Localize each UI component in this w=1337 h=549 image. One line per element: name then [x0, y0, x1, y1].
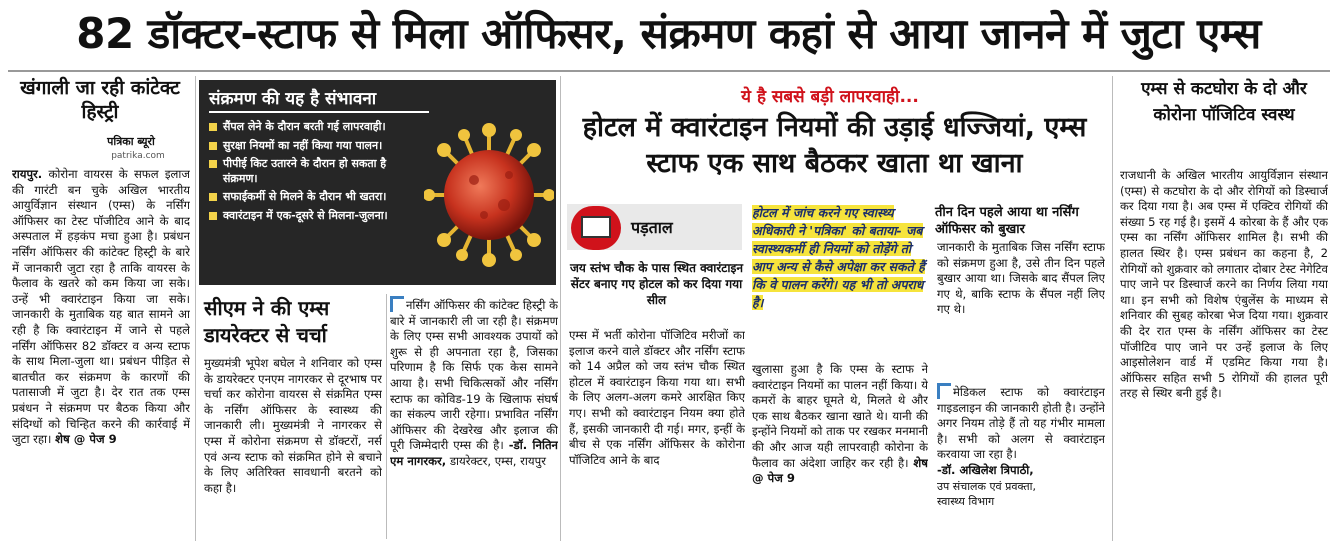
fever-body: जानकारी के मुताबिक जिस नर्सिंग स्टाफ को संक्रमण हुआ है, उसे तीन दिन पहले बुखार आया था। जिसके बाद सैंपल लिए गए थे, बाकि स्टाफ के सैंपल नहीं लिए गए थे।	[937, 240, 1105, 317]
article-continued: शेष @ पेज 9	[752, 455, 928, 486]
article-body-col2: खुलासा हुआ है कि एम्स के स्टाफ ने क्वारंटाइन नियमों का पालन नहीं किया। ये कमरों के बाहर घूमते थे, मिलते थे और एक साथ बैठकर खाना खाते थे। यानी की इन्होंने नियमों को ताक पर रखकर मनमानी की और आज यही लापरवाही कोरोना के फैलाव का अंदेशा जाहिर कर रही है। शेष @ पेज 9	[752, 362, 928, 486]
highlight-quote: होटल में जांच करने गए स्वास्थ्य अधिकारी ने 'पत्रिका' को बताया- जब स्वास्थ्यकर्मी ही नियमों को तोड़ेंगे तो आप अन्य से कैसे अपेक्षा कर सकते हैं कि वे पालन करेंगे। यह भी तो अपराध है।	[752, 205, 925, 310]
article-kicker: ये है सबसे बड़ी लापरवाही...	[741, 87, 919, 107]
col1-byline: पत्रिका ब्यूरो	[107, 135, 155, 148]
col1-place: रायपुर.	[12, 167, 43, 181]
quote2-dept: स्वास्थ्य विभाग	[937, 495, 995, 509]
quote-role: डायरेक्टर, एम्स, रायपुर	[449, 453, 546, 468]
page-headline: 82 डॉक्टर-स्टाफ से मिला ऑफिसर, संक्रमण कहां से आया जानने में जुटा एम्स	[76, 9, 1261, 58]
infobox-item: सफाईकर्मी से मिलने के दौरान भी खतरा।	[209, 190, 399, 205]
quote-mark-icon	[937, 383, 951, 399]
quote2-signature: -डॉ. अखिलेश त्रिपाठी,	[937, 462, 1034, 477]
cm-title: सीएम ने की एम्स डायरेक्टर से चर्चा	[204, 296, 330, 347]
right-body: राजधानी के अखिल भारतीय आयुर्विज्ञान संस्थान (एम्स) से कटघोरा के दो और रोगियों को डिस्चार्ज कर दिया गया है। अब एम्स में एक्टिव रोगियों की संख्या 5 रह गई है। इसमें 4 कोरबा के हैं और एक एम्स का नर्सिंग ऑफिसर शामिल है। सभी की हालत स्थिर है। एम्स प्रबंधन का कहना है, 2 रोगियों को शुक्रवार को लगातार दोबार टेस्ट नेगेटिव पाए जाने पर डिस्चार्ज करने का निर्णय लिया गया था। इन सभी को विशेष एंबुलेंस के माध्यम से शनिवार की सुबह कोरबा भेज दिया गया। शुक्रवार की देर रात एम्स के नर्सिंग ऑफिसर का टेस्ट पॉजीटिव पाए जाने पर उन्हें इलाज के लिए आइसोलेशन वार्ड में एडमिट किया गया है। ऑफिसर सहित सभी 5 रोगियों की हालत पूरी तरह से स्थिर बनी हुई है।	[1120, 168, 1328, 401]
article-title: होटल में क्वारंटाइन नियमों की उड़ाई धज्जियां, एम्स स्टाफ एक साथ बैठकर खाता था खाना	[582, 112, 1087, 179]
infobox-item: सैंपल लेने के दौरान बरती गई लापरवाही।	[209, 120, 399, 135]
cm-body: मुख्यमंत्री भूपेश बघेल ने शनिवार को एम्स के डायरेक्टर एनएम नागरकर से दूरभाष पर चर्चा कर कोरोना वायरस से संक्रमित एम्स के नर्सिंग ऑफिसर के स्वास्थ्य की जानकारी ली। मुख्यमंत्री ने नागरकर से एम्स में कोरोना संक्रमण से डॉक्टरों, नर्स एवं अन्य स्टाफ को संक्रमित होने से बचाने के लिए अतिरिक्त सावधानी बरतने को कहा है।	[204, 356, 382, 495]
article-body-col1: एम्स में भर्ती कोरोना पॉजिटिव मरीजों का इलाज करने वाले डॉक्टर और नर्सिंग स्टाफ को 14 अप्रैल को जय स्तंभ चौक स्थित होटल में क्वारंटाइन किया गया था। सभी के लिए अलग-अलग कमरे आरक्षित किए गए। सभी को क्वारंटाइन नियम क्या होते हैं, इसकी जानकारी दी गई। मगर, इन्हीं के बीच से एक नर्सिंग ऑफिसर के कोरोना पॉजिटिव आने के बाद	[569, 328, 745, 467]
bullet-icon	[209, 123, 217, 131]
bullet-icon	[209, 160, 217, 168]
official-quote: मेडिकल स्टाफ को क्वारंटाइन गाइडलाइन की जानकारी होती है। उन्होंने अगर नियम तोड़े हैं तो यह गंभीर मामला है। सभी को अलग से क्वारंटाइन करवाया जा रहा है। -डॉ. अखिलेश त्रिपाठी, उप संचालक एवं प्रवक्ता, स्वास्थ्य विभाग	[937, 385, 1105, 509]
infobox-item: सुरक्षा नियमों का नहीं किया गया पालन।	[209, 139, 399, 154]
column-divider	[195, 76, 196, 541]
fever-subhead: तीन दिन पहले आया था नर्सिंग ऑफिसर को बुखार	[935, 205, 1079, 237]
coronavirus-illustration	[424, 110, 554, 280]
section-tag	[567, 204, 742, 250]
article-subhead: जय स्तंभ चौक के पास स्थित क्वारंटाइन सेंटर बनाए गए होटल को कर दिया गया सील	[569, 261, 744, 307]
col1-text: कोरोना वायरस के सफल इलाज की गारंटी बन चुके अखिल भारतीय आयुर्विज्ञान संस्थान (एम्स) के नर्सिंग ऑफिसर का टेस्ट पॉजीटिव आने के बाद अस्पताल में हड़कंप मचा हुआ है। प्रबंधन नर्सिंग ऑफिसर की कांटेक्ट हिस्ट्री के बारे में जानकारी जुटा रहा है ताकि वायरस के फैलाव के खतरे को कम किया जा सके। उन्हें भी क्वारंटाइन किया जा सके। जानकारी के मुताबिक यह बात सामने आ रही है कि क्वारंटाइन में जाने से पहले नर्सिंग ऑफिसर 82 डॉक्टर व अन्य स्टाफ के साथ मिला-जुला था। प्रबंधन पीड़ित से बातचीत कर संक्रमण के कारणों की पतासाजी में जुटा है। देर रात तक एम्स प्रबंधन ने संक्रमण पर बैठक किया और संदिग्धों को चिन्हित करने की कार्रवाई में जुटा रहा।	[12, 167, 190, 447]
infobox-item: पीपीई किट उतारने के दौरान हो सकता है संक्रमण।	[209, 157, 399, 186]
column-divider	[560, 76, 561, 541]
patrika-logo-icon	[571, 206, 621, 250]
col1-continued: शेष @ पेज 9	[55, 432, 117, 447]
bullet-icon	[209, 193, 217, 201]
bullet-icon	[209, 212, 217, 220]
headline-rule	[8, 70, 1330, 72]
col1-site: patrika.com	[111, 151, 165, 161]
quote2-role: उप संचालक एवं प्रवक्ता,	[937, 479, 1037, 493]
right-title: एम्स से कटघोरा के दो और कोरोना पॉजिटिव स्वस्थ	[1141, 79, 1307, 125]
col1-title: खंगाली जा रही कांटेक्ट हिस्ट्री	[20, 77, 180, 123]
infobox-title: संक्रमण की यह है संभावना	[209, 86, 429, 113]
quote-signature: -डॉ. नितिन एम नागरकर,	[390, 438, 558, 468]
bullet-icon	[209, 142, 217, 150]
infobox	[199, 80, 556, 285]
quote-mark-icon	[390, 296, 404, 312]
column-divider	[386, 294, 387, 539]
infobox-item: क्वारंटाइन में एक-दूसरे से मिलना-जुलना।	[209, 209, 399, 224]
column-divider	[1112, 76, 1113, 541]
section-tag-label: पड़ताल	[631, 218, 673, 237]
infobox-list	[209, 120, 399, 227]
director-quote: नर्सिंग ऑफिसर की कांटेक्ट हिस्ट्री के बारे में जानकारी ली जा रही है। संक्रमण के लिए एम्स सभी आवश्यक उपायों को शुरू से ही अपनाता रहा है, जिसका परिणाम है कि सिर्फ एक केस सामने आया है। सभी चिकित्सकों और नर्सिंग स्टाफ का कोविड-19 के खिलाफ संघर्ष का संकल्प जारी रहेगा। प्रभावित नर्सिंग ऑफिसर की देखरेख और इलाज की पूरी जिम्मेदारी एम्स की है। -डॉ. नितिन एम नागरकर, डायरेक्टर, एम्स, रायपुर	[390, 298, 558, 468]
col1-body	[12, 167, 190, 537]
